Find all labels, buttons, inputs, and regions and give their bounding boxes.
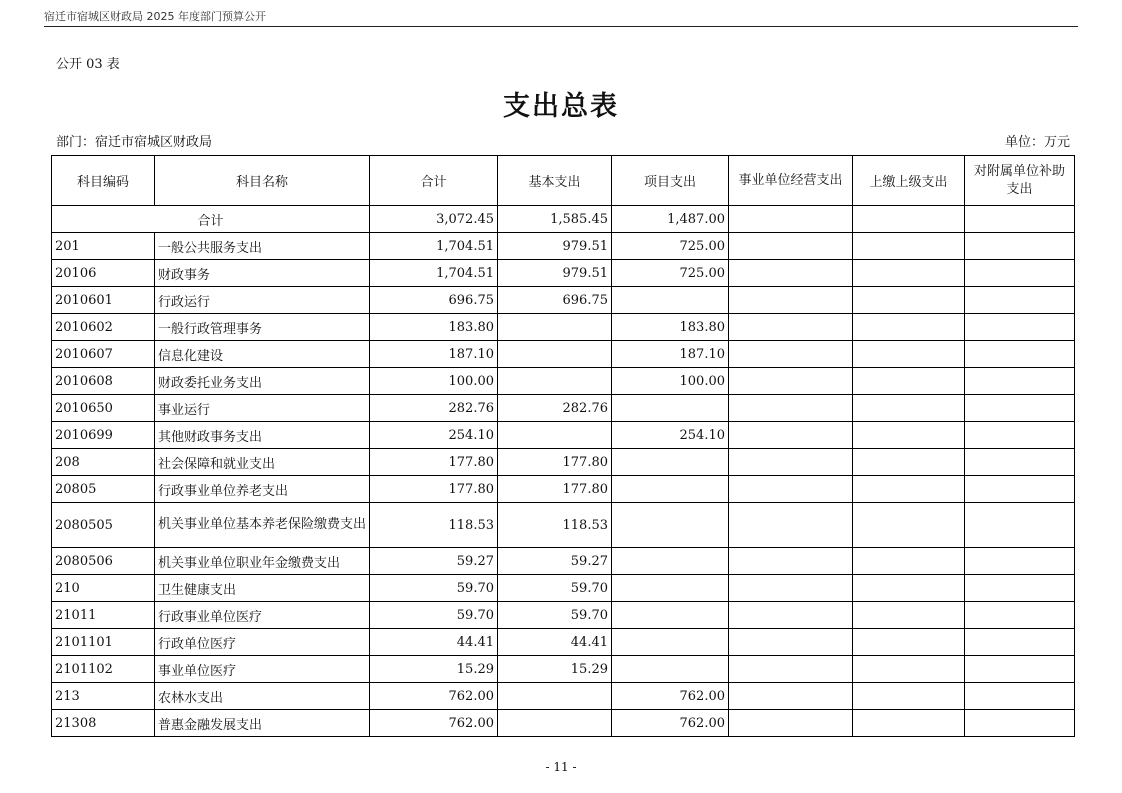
project-cell: 183.80 [612,314,729,341]
code-cell: 2080506 [52,548,155,575]
name-cell: 信息化建设 [155,341,370,368]
project-cell [612,575,729,602]
project-cell [612,656,729,683]
table-row [52,503,1075,548]
name-cell: 农林水支出 [155,683,370,710]
business-cell [729,206,853,233]
table-row [52,368,1075,395]
basic-cell [498,422,612,449]
subsidy-cell [965,422,1075,449]
business-cell [729,368,853,395]
project-cell: 100.00 [612,368,729,395]
code-cell: 20106 [52,260,155,287]
code-cell: 2010608 [52,368,155,395]
project-cell: 725.00 [612,233,729,260]
business-cell [729,233,853,260]
name-cell: 行政运行 [155,287,370,314]
code-cell: 2010602 [52,314,155,341]
basic-cell: 44.41 [498,629,612,656]
project-cell [612,395,729,422]
expenditure-table [51,155,1075,737]
table-row [52,656,1075,683]
remit-cell [853,260,965,287]
project-cell [612,602,729,629]
project-cell: 254.10 [612,422,729,449]
table-row [52,449,1075,476]
code-cell: 210 [52,575,155,602]
basic-cell: 59.70 [498,602,612,629]
remit-cell [853,548,965,575]
project-cell: 762.00 [612,683,729,710]
code-cell: 201 [52,233,155,260]
department-label: 部门：宿迁市宿城区财政局 [56,135,213,150]
business-cell [729,575,853,602]
business-cell [729,710,853,737]
table-row [52,422,1075,449]
total-cell: 183.80 [370,314,498,341]
basic-cell: 282.76 [498,395,612,422]
running-header: 宿迁市宿城区财政局 2025 年度部门预算公开 [44,10,266,23]
basic-cell: 59.70 [498,575,612,602]
name-cell: 卫生健康支出 [155,575,370,602]
code-cell: 2010699 [52,422,155,449]
business-cell [729,629,853,656]
remit-cell [853,710,965,737]
total-cell: 762.00 [370,683,498,710]
project-cell: 725.00 [612,260,729,287]
basic-cell: 979.51 [498,233,612,260]
remit-cell [853,602,965,629]
total-cell: 3,072.45 [370,206,498,233]
subsidy-cell [965,656,1075,683]
project-cell [612,476,729,503]
remit-cell [853,575,965,602]
project-cell [612,503,729,548]
header-rule [44,26,1078,27]
business-cell [729,476,853,503]
subsidy-cell [965,548,1075,575]
basic-cell: 15.29 [498,656,612,683]
business-cell [729,422,853,449]
col-header-subsidy: 对附属单位补助支出 [965,156,1075,206]
subsidy-cell [965,287,1075,314]
total-cell: 282.76 [370,395,498,422]
basic-cell [498,314,612,341]
subsidy-cell [965,575,1075,602]
total-cell: 187.10 [370,341,498,368]
basic-cell [498,710,612,737]
name-cell: 一般公共服务支出 [155,233,370,260]
code-cell: 208 [52,449,155,476]
name-cell: 社会保障和就业支出 [155,449,370,476]
subsidy-cell [965,206,1075,233]
project-cell: 187.10 [612,341,729,368]
total-row [52,206,1075,233]
unit-label: 单位：万元 [1004,135,1070,150]
table-header-row [52,156,1075,206]
total-label: 合计 [52,206,370,233]
basic-cell: 59.27 [498,548,612,575]
remit-cell [853,314,965,341]
name-cell: 财政委托业务支出 [155,368,370,395]
total-cell: 1,704.51 [370,260,498,287]
remit-cell [853,368,965,395]
total-cell: 44.41 [370,629,498,656]
remit-cell [853,395,965,422]
code-cell: 213 [52,683,155,710]
remit-cell [853,656,965,683]
code-cell: 2080505 [52,503,155,548]
total-cell: 118.53 [370,503,498,548]
code-cell: 21011 [52,602,155,629]
table-number: 公开 03 表 [56,57,120,72]
business-cell [729,395,853,422]
total-cell: 59.70 [370,575,498,602]
table-row [52,395,1075,422]
table-row [52,548,1075,575]
total-cell: 254.10 [370,422,498,449]
remit-cell [853,287,965,314]
basic-cell: 696.75 [498,287,612,314]
subsidy-cell [965,476,1075,503]
subsidy-cell [965,314,1075,341]
table-row [52,710,1075,737]
subsidy-cell [965,629,1075,656]
subsidy-cell [965,449,1075,476]
subsidy-cell [965,503,1075,548]
name-cell: 其他财政事务支出 [155,422,370,449]
remit-cell [853,206,965,233]
project-cell [612,287,729,314]
business-cell [729,341,853,368]
basic-cell [498,341,612,368]
total-cell: 15.29 [370,656,498,683]
total-cell: 696.75 [370,287,498,314]
remit-cell [853,449,965,476]
subsidy-cell [965,710,1075,737]
remit-cell [853,503,965,548]
business-cell [729,314,853,341]
subsidy-cell [965,683,1075,710]
col-header-total: 合计 [370,156,498,206]
page-title: 支出总表 [503,91,619,122]
project-cell [612,449,729,476]
total-cell: 1,704.51 [370,233,498,260]
total-cell: 177.80 [370,476,498,503]
remit-cell [853,233,965,260]
total-cell: 762.00 [370,710,498,737]
name-cell: 行政事业单位养老支出 [155,476,370,503]
total-cell: 177.80 [370,449,498,476]
name-cell: 普惠金融发展支出 [155,710,370,737]
code-cell: 2101102 [52,656,155,683]
business-cell [729,449,853,476]
subsidy-cell [965,233,1075,260]
table-row [52,341,1075,368]
business-cell [729,602,853,629]
table-row [52,629,1075,656]
page-number: - 11 - [545,760,577,774]
business-cell [729,260,853,287]
remit-cell [853,422,965,449]
code-cell: 2010601 [52,287,155,314]
business-cell [729,503,853,548]
basic-cell: 979.51 [498,260,612,287]
table-row [52,260,1075,287]
business-cell [729,548,853,575]
basic-cell: 177.80 [498,476,612,503]
total-cell: 59.27 [370,548,498,575]
subsidy-cell [965,368,1075,395]
col-header-name: 科目名称 [155,156,370,206]
remit-cell [853,341,965,368]
code-cell: 2101101 [52,629,155,656]
table-row [52,683,1075,710]
project-cell [612,548,729,575]
table-row [52,575,1075,602]
table-row [52,314,1075,341]
basic-cell: 1,585.45 [498,206,612,233]
name-cell: 财政事务 [155,260,370,287]
col-header-business: 事业单位经营支出 [729,156,853,206]
code-cell: 2010607 [52,341,155,368]
subsidy-cell [965,260,1075,287]
name-cell: 一般行政管理事务 [155,314,370,341]
basic-cell: 118.53 [498,503,612,548]
project-cell [612,629,729,656]
total-cell: 100.00 [370,368,498,395]
basic-cell: 177.80 [498,449,612,476]
table-row [52,476,1075,503]
basic-cell [498,683,612,710]
name-cell: 行政单位医疗 [155,629,370,656]
business-cell [729,683,853,710]
table-row [52,233,1075,260]
name-cell: 事业单位医疗 [155,656,370,683]
remit-cell [853,683,965,710]
business-cell [729,287,853,314]
business-cell [729,656,853,683]
code-cell: 21308 [52,710,155,737]
project-cell: 1,487.00 [612,206,729,233]
col-header-project: 项目支出 [612,156,729,206]
code-cell: 20805 [52,476,155,503]
project-cell: 762.00 [612,710,729,737]
total-cell: 59.70 [370,602,498,629]
basic-cell [498,368,612,395]
remit-cell [853,476,965,503]
name-cell: 机关事业单位基本养老保险缴费支出 [155,503,370,548]
table-row [52,287,1075,314]
remit-cell [853,629,965,656]
col-header-basic: 基本支出 [498,156,612,206]
name-cell: 事业运行 [155,395,370,422]
subsidy-cell [965,395,1075,422]
subsidy-cell [965,602,1075,629]
col-header-remit: 上缴上级支出 [853,156,965,206]
subsidy-cell [965,341,1075,368]
name-cell: 行政事业单位医疗 [155,602,370,629]
name-cell: 机关事业单位职业年金缴费支出 [155,548,370,575]
table-row [52,602,1075,629]
col-header-code: 科目编码 [52,156,155,206]
code-cell: 2010650 [52,395,155,422]
